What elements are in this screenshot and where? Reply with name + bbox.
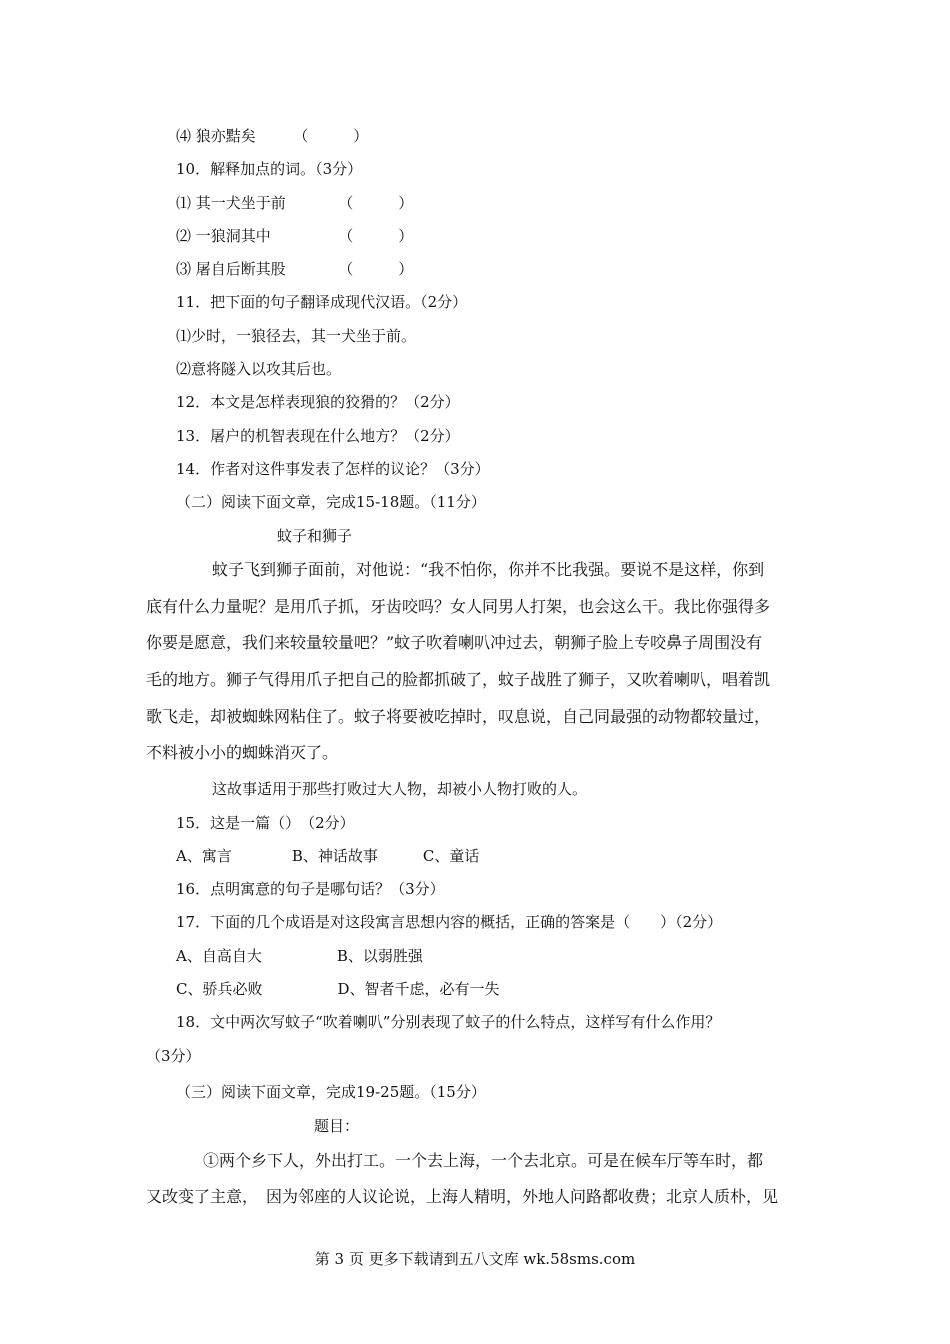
- story-title: 蚊子和狮子: [277, 527, 353, 545]
- section-3-heading: （三）阅读下面文章，完成19-25题。（15分）: [176, 1083, 486, 1101]
- q17-options-cd: C、骄兵必败 D、智者千虑，必有一失: [176, 980, 500, 998]
- q10-item-3: ⑶ 屠自后断其股 （ ）: [176, 260, 414, 278]
- section-3-title: 题目：: [314, 1117, 360, 1135]
- page-footer: 第 3 页 更多下载请到五八文库 wk.58sms.com: [314, 1250, 636, 1268]
- q17-options-ab: A、自高自大 B、以弱胜强: [176, 947, 423, 965]
- q18: 18．文中两次写蚊子“吹着喇叭”分别表现了蚊子的什么特点，这样写有什么作用？: [176, 1013, 721, 1031]
- q18-score: （3分）: [146, 1047, 201, 1065]
- q11-item-2: ⑵意将隧入以攻其后也。: [176, 360, 342, 378]
- q15-options: A、寓言 B、神话故事 C、童话: [176, 847, 480, 865]
- q10-item-2: ⑵ 一狼洞其中 （ ）: [176, 227, 414, 245]
- q16: 16．点明寓意的句子是哪句话？（3分）: [176, 880, 445, 898]
- q10-item-1: ⑴ 其一犬坐于前 （ ）: [176, 194, 414, 212]
- story-line-2: 底有什么力量呢？是用爪子抓，牙齿咬吗？女人同男人打架，也会这么干。我比你强得多: [146, 597, 771, 616]
- section-2-heading: （二）阅读下面文章，完成15-18题。（11分）: [176, 493, 486, 511]
- q11-item-1: ⑴少时，一狼径去，其一犬坐于前。: [176, 327, 417, 345]
- story-line-6: 不料被小小的蜘蛛消灭了。: [146, 743, 339, 762]
- story-line-5: 歌飞走，却被蜘蛛网粘住了。蚊子将要被吃掉时，叹息说，自己同最强的动物都较量过，: [146, 707, 771, 726]
- q13: 13．屠户的机智表现在什么地方？（2分）: [176, 427, 460, 445]
- q9-item-4: ⑷ 狼亦黠矣 （ ）: [176, 127, 369, 145]
- article-line-1: ①两个乡下人，外出打工。一个去上海，一个去北京。可是在候车厅等车时，都: [203, 1151, 764, 1170]
- story-line-1: 蚊子飞到狮子面前，对他说：“我不怕你，你并不比我强。要说不是这样，你到: [212, 560, 765, 579]
- q11-heading: 11．把下面的句子翻译成现代汉语。（2分）: [176, 293, 468, 311]
- q17: 17．下面的几个成语是对这段寓言思想内容的概括，正确的答案是（ ）（2分）: [176, 913, 723, 931]
- story-line-3: 你要是愿意，我们来较量较量吧？”蚊子吹着喇叭冲过去，朝狮子脸上专咬鼻子周围没有: [146, 633, 763, 652]
- q14: 14．作者对这件事发表了怎样的议论？（3分）: [176, 460, 490, 478]
- q12: 12．本文是怎样表现狼的狡猾的？（2分）: [176, 393, 460, 411]
- story-moral: 这故事适用于那些打败过大人物，却被小人物打败的人。: [212, 780, 588, 798]
- article-line-2: 又改变了主意， 因为邻座的人议论说，上海人精明，外地人问路都收费；北京人质朴，见: [146, 1187, 779, 1206]
- q15: 15．这是一篇（） （2分）: [176, 814, 355, 832]
- q10-heading: 10．解释加点的词。（3分）: [176, 160, 363, 178]
- story-line-4: 毛的地方。狮子气得用爪子把自己的脸都抓破了，蚊子战胜了狮子，又吹着喇叭，唱着凯: [146, 670, 771, 689]
